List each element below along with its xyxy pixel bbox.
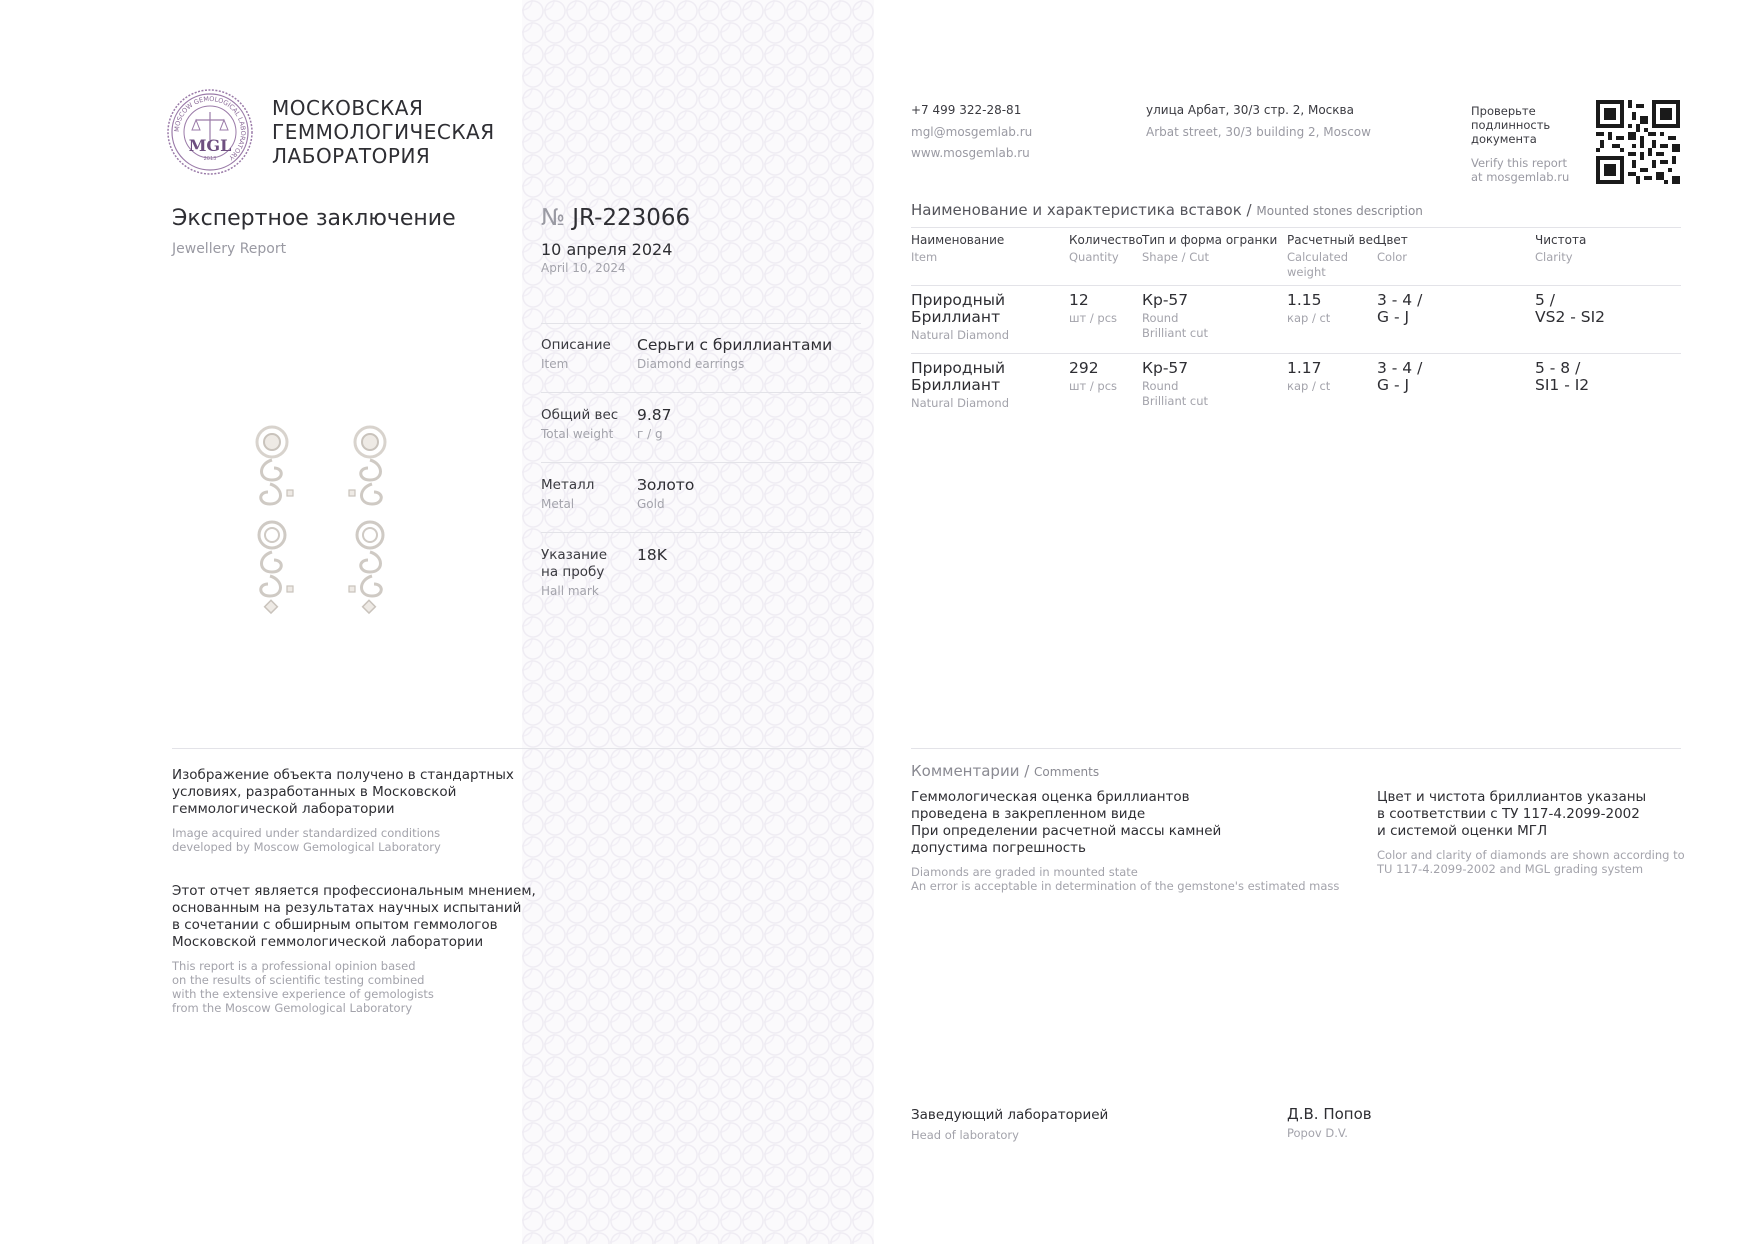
- stones-divider: [911, 285, 1681, 286]
- stones-header-color-en: Color: [1377, 250, 1408, 264]
- comments-title: [911, 762, 1099, 780]
- comment-left-en: Diamonds are graded in mounted state An error is acceptable in determination of the gemstone's estimated mass: [911, 865, 1340, 893]
- stone-quantity: 12: [1069, 291, 1089, 309]
- stones-header-item-en: Item: [911, 250, 938, 264]
- detail-metal-value-en: Gold: [637, 497, 665, 511]
- signature-name-ru: Д.В. Попов: [1287, 1105, 1372, 1123]
- verify-text-en: Verify this report at mosgemlab.ru: [1471, 156, 1570, 184]
- report-date-en: April 10, 2024: [541, 261, 626, 275]
- logo-year: 2013: [203, 156, 217, 162]
- detail-weight-value: 9.87: [637, 406, 672, 424]
- signature-role-ru: Заведующий лабораторией: [911, 1107, 1109, 1123]
- detail-hallmark-value: 18K: [637, 546, 667, 564]
- detail-description-label: Описание: [541, 337, 611, 353]
- stones-divider-top: [911, 227, 1681, 228]
- detail-weight-label-en: Total weight: [541, 427, 614, 441]
- stone-quantity-unit: шт / pcs: [1069, 379, 1118, 393]
- image-note: [172, 767, 514, 854]
- signature-name: [1287, 1106, 1372, 1140]
- stones-header-item: [911, 233, 1004, 265]
- comment-right: [1377, 789, 1685, 876]
- contact-address-en: Arbat street, 30/3 building 2, Moscow: [1146, 125, 1371, 139]
- contact-address: улица Арбат, 30/3 стр. 2, Москва: [1146, 103, 1354, 117]
- detail-weight-value-block: [637, 406, 672, 441]
- lab-name-line-2: ГЕММОЛОГИЧЕСКАЯ: [272, 120, 495, 144]
- report-number: [541, 205, 690, 231]
- table-row: [911, 292, 1009, 343]
- contact-email[interactable]: mgl@mosgemlab.ru: [911, 125, 1033, 139]
- stones-header-clarity-en: Clarity: [1535, 250, 1573, 264]
- earring-right: [349, 427, 385, 613]
- stones-header-cut-ru: Тип и форма огранки: [1142, 233, 1278, 247]
- detail-metal-value: Золото: [637, 476, 695, 494]
- details-divider: [541, 532, 861, 533]
- background-pattern: [522, 0, 874, 1244]
- logo-ring-text: MOSCOW GEMOLOGICAL LABORATORY: [172, 94, 248, 162]
- comment-left: [911, 789, 1339, 893]
- contact-phone[interactable]: +7 499 322-28-81: [911, 103, 1022, 117]
- stone-weight-unit: кар / ct: [1287, 379, 1331, 393]
- stone-item: Природный Бриллиант: [911, 291, 1006, 326]
- contact-website[interactable]: www.mosgemlab.ru: [911, 146, 1030, 160]
- stones-title: [911, 201, 1423, 219]
- report-number-prefix: №: [541, 205, 565, 231]
- stone-quantity: 292: [1069, 359, 1099, 377]
- stone-quantity-cell: [1069, 360, 1117, 394]
- stones-header-weight-ru: Расчетный вес: [1287, 233, 1380, 247]
- stone-cut-cell: [1142, 360, 1208, 409]
- lab-name: [272, 96, 495, 168]
- stone-cut: Кр-57: [1142, 291, 1189, 309]
- stones-header-cut-en: Shape / Cut: [1142, 250, 1210, 264]
- detail-weight: [541, 407, 618, 441]
- stones-header-color: [1377, 233, 1408, 265]
- detail-metal-label-en: Metal: [541, 497, 575, 511]
- stone-weight-cell: [1287, 292, 1330, 326]
- comment-right-ru: Цвет и чистота бриллиантов указаны в соответствии с ТУ 117-4.2099-2002 и системой оценки МГЛ: [1377, 789, 1647, 839]
- stone-quantity-unit: шт / pcs: [1069, 311, 1118, 325]
- stone-weight-unit: кар / ct: [1287, 311, 1331, 325]
- detail-weight-unit: г / g: [637, 427, 663, 441]
- stones-header-quantity: [1069, 233, 1143, 265]
- stones-header-item-ru: Наименование: [911, 233, 1005, 247]
- detail-metal-value-block: [637, 476, 694, 511]
- details-divider: [541, 323, 861, 324]
- stones-divider: [911, 353, 1681, 354]
- report-date: 10 апреля 2024: [541, 240, 673, 259]
- stone-cut-en: Round Brilliant cut: [1142, 311, 1209, 340]
- earring-left: [257, 427, 293, 613]
- lab-name-line-3: ЛАБОРАТОРИЯ: [272, 144, 431, 168]
- detail-hallmark-value-block: [637, 546, 667, 564]
- stone-color: 3 - 4 / G - J: [1377, 359, 1423, 394]
- logo-initials: MGL: [188, 136, 232, 155]
- signature-name-en: Popov D.V.: [1287, 1126, 1348, 1140]
- stone-weight: 1.17: [1287, 359, 1322, 377]
- detail-description-label-en: Item: [541, 357, 569, 371]
- stone-item-en: Natural Diamond: [911, 328, 1009, 342]
- detail-description: [541, 337, 611, 371]
- detail-metal-label: Металл: [541, 477, 595, 493]
- stone-weight: 1.15: [1287, 291, 1322, 309]
- comments-title-en: Comments: [1034, 765, 1100, 779]
- stones-header-quantity-ru: Количество: [1069, 233, 1143, 247]
- stone-weight-cell: [1287, 360, 1330, 394]
- stones-header-quantity-en: Quantity: [1069, 250, 1119, 264]
- stones-header-clarity: [1535, 233, 1586, 265]
- section-divider-right: [911, 748, 1681, 749]
- detail-description-value-en: Diamond earrings: [637, 357, 745, 371]
- stone-cut-cell: [1142, 292, 1208, 341]
- lab-name-line-1: МОСКОВСКАЯ: [272, 96, 424, 120]
- stones-header-color-ru: Цвет: [1377, 233, 1408, 247]
- comments-title-ru: Комментарии /: [911, 762, 1030, 780]
- report-number-value: JR-223066: [572, 205, 691, 231]
- detail-hallmark: [541, 547, 607, 598]
- detail-description-value: Серьги с бриллиантами: [637, 336, 833, 354]
- image-note-en: Image acquired under standardized conditions developed by Moscow Gemological Laboratory: [172, 826, 441, 854]
- detail-description-value-block: [637, 336, 832, 371]
- opinion-note-ru: Этот отчет является профессиональным мнением, основанным на результатах научных испытаний в сочетании с обширным опытом геммологов Московской геммологической лаборатории: [172, 883, 536, 950]
- detail-hallmark-label-en: Hall mark: [541, 584, 599, 598]
- qr-code[interactable]: [1596, 100, 1680, 184]
- lab-logo: [166, 88, 254, 176]
- opinion-note: [172, 883, 536, 1015]
- stone-color: 3 - 4 / G - J: [1377, 291, 1423, 326]
- verify-text: Проверьте подлинность документа: [1471, 104, 1551, 146]
- stone-quantity-cell: [1069, 292, 1117, 326]
- earrings-photo: [240, 420, 410, 630]
- stones-header-weight: [1287, 233, 1380, 280]
- comment-left-ru: Геммологическая оценка бриллиантов проведена в закрепленном виде При определении расчетной массы камней допустима погрешность: [911, 789, 1222, 856]
- stone-cut-en: Round Brilliant cut: [1142, 379, 1209, 408]
- detail-weight-label: Общий вес: [541, 407, 619, 423]
- detail-hallmark-label: Указание на пробу: [541, 547, 608, 580]
- stones-header-clarity-ru: Чистота: [1535, 233, 1587, 247]
- report-title: Экспертное заключение: [172, 206, 456, 231]
- section-divider-left: [172, 748, 864, 749]
- image-note-ru: Изображение объекта получено в стандартных условиях, разработанных в Московской геммологической лаборатории: [172, 767, 514, 817]
- detail-metal: [541, 477, 594, 511]
- stones-header-weight-en: Calculated weight: [1287, 250, 1349, 279]
- signature-role: [911, 1107, 1108, 1142]
- stones-title-ru: Наименование и характеристика вставок /: [911, 201, 1252, 219]
- stone-cut: Кр-57: [1142, 359, 1189, 377]
- comment-right-en: Color and clarity of diamonds are shown according to TU 117-4.2099-2002 and MGL grading system: [1377, 848, 1685, 876]
- report-title-en: Jewellery Report: [172, 241, 287, 257]
- stone-item: Природный Бриллиант: [911, 359, 1006, 394]
- signature-role-en: Head of laboratory: [911, 1128, 1019, 1142]
- details-divider: [541, 462, 861, 463]
- stone-item-en: Natural Diamond: [911, 396, 1009, 410]
- stones-title-en: Mounted stones description: [1256, 204, 1423, 218]
- opinion-note-en: This report is a professional opinion based on the results of scientific testing combined with the extensive experience of gemologists from the Moscow Gemological Laboratory: [172, 959, 434, 1015]
- table-row: [911, 360, 1009, 411]
- stone-clarity: 5 - 8 / SI1 - I2: [1535, 359, 1590, 394]
- stones-header-cut: [1142, 233, 1277, 265]
- stone-clarity: 5 / VS2 - SI2: [1535, 291, 1606, 326]
- details-divider: [541, 392, 861, 393]
